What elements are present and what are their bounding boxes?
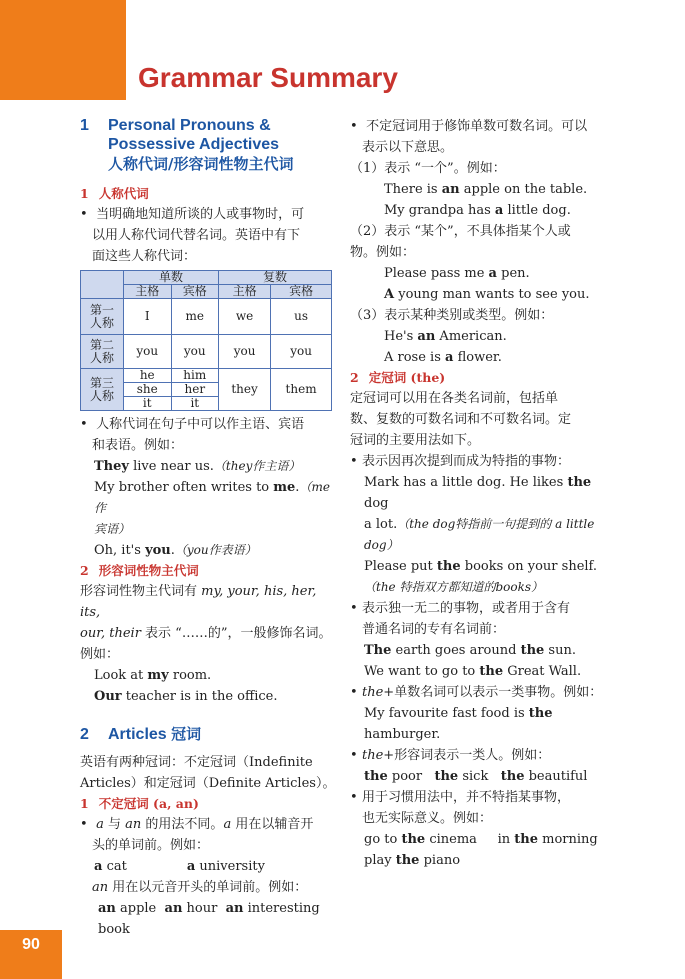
orange-corner-block — [0, 0, 126, 100]
section-1-heading-cn: 人称代词/形容词性物主代词 — [108, 155, 294, 173]
bullet-unique-things: • 表示独一无二的事物，或者用于含有 普通名词的专有名词前： — [350, 598, 612, 640]
example-line: Please put the books on your shelf. （the 特指双方都知道的books） — [364, 559, 598, 594]
table-cell: we — [219, 299, 271, 335]
table-row-label: 第三 人称 — [81, 369, 124, 411]
table-cell: us — [271, 299, 332, 335]
numbered-point-3: （3）表示某种类别或类型。例如： — [350, 308, 554, 323]
bullet-idioms: • 用于习惯用法中，并不特指某事物， 也无实际意义。例如： — [350, 787, 612, 829]
example-line: Look at my room. — [94, 668, 212, 683]
table-corner-cell — [81, 271, 124, 299]
left-column — [80, 116, 338, 940]
table-cell: it — [171, 397, 219, 411]
table-header-cell: 宾格 — [271, 285, 332, 299]
example-line: the poor the sick the beautiful — [364, 769, 588, 784]
numbered-point-2: （2）表示 “某个”，不具体指某个人或 物。例如： — [350, 224, 571, 260]
section-2-heading: 2 Articles 冠词 — [80, 725, 202, 743]
table-row — [81, 369, 332, 383]
bullet-the-adjective: • the+形容词表示一类人。例如： — [350, 745, 612, 766]
example-line: Our teacher is in the office. — [94, 689, 278, 704]
table-cell: you — [219, 335, 271, 369]
table-cell: he — [124, 369, 172, 383]
table-cell: I — [124, 299, 172, 335]
example-line: Oh, it's you.（you作表语） — [94, 543, 257, 558]
bullet-the-singular-noun: • the+单数名词可以表示一类事物。例如： — [350, 682, 612, 703]
table-cell: they — [219, 369, 271, 411]
table-header-cell: 主格 — [124, 285, 172, 299]
table-row — [81, 299, 332, 335]
example-line: an apple an hour an interesting book — [98, 901, 320, 937]
subheading-indefinite-article: 1 不定冠词 (a, an) — [80, 796, 199, 811]
table-header-singular: 单数 — [124, 271, 219, 285]
example-line: He's an American. — [384, 329, 507, 344]
table-header-cell: 主格 — [219, 285, 271, 299]
example-line: go to the cinema in the morning — [364, 832, 598, 847]
example-line: Mark has a little dog. He likes the dog a lot.（the dog特指前一句提到的 a little dog） — [364, 475, 595, 552]
subheading-definite-article: 2 定冠词 (the) — [350, 370, 446, 385]
subheading-personal-pronouns: 1 人称代词 — [80, 186, 149, 201]
table-cell: you — [171, 335, 219, 369]
example-line: There is an apple on the table. — [384, 182, 588, 197]
paragraph-article-intro: 英语有两种冠词：不定冠词（Indefinite Articles）和定冠词（Definite Articles）。 — [80, 755, 336, 791]
example-line: The earth goes around the sun. — [364, 643, 576, 658]
bullet-mentioned-again: • 表示因再次提到而成为特指的事物： — [350, 451, 612, 472]
numbered-point-1: （1）表示 “一个”。例如： — [350, 161, 506, 176]
example-line: My grandpa has a little dog. — [384, 203, 571, 218]
example-line: My favourite fast food is the hamburger. — [364, 706, 553, 742]
paragraph-pronoun-usage: • 人称代词在句子中可以作主语、宾语 和表语。例如： — [80, 414, 338, 456]
example-line: They live near us.（they作主语） — [94, 459, 301, 474]
table-cell: you — [271, 335, 332, 369]
pronoun-table — [80, 270, 332, 411]
paragraph-pronoun-intro: • 当明确地知道所谈的人或事物时，可 以用人称代词代替名词。英语中有下 面这些人称代词： — [80, 204, 338, 267]
table-cell: him — [171, 369, 219, 383]
paragraph-an: an 用在以元音开头的单词前。例如： — [92, 880, 308, 895]
table-cell: it — [124, 397, 172, 411]
example-line: A rose is a flower. — [384, 350, 502, 365]
paragraph-a-an: • a 与 an 的用法不同。a 用在以辅音开 头的单词前。例如： — [80, 814, 338, 856]
table-cell: them — [271, 369, 332, 411]
paragraph-indefinite-usage: • 不定冠词用于修饰单数可数名词。可以 表示以下意思。 — [350, 116, 612, 158]
page-number: 90 — [22, 936, 40, 953]
table-header-cell: 宾格 — [171, 285, 219, 299]
section-1-heading: 1 Personal Pronouns & — [80, 117, 271, 134]
subheading-possessive-adjectives: 2 形容词性物主代词 — [80, 563, 199, 578]
page-title: Grammar Summary — [138, 62, 398, 93]
table-header-plural: 复数 — [219, 271, 332, 285]
example-line: We want to go to the Great Wall. — [364, 664, 582, 679]
right-column — [350, 116, 612, 871]
example-line: My brother often writes to me.（me作 宾语） — [94, 480, 330, 536]
example-line: A young man wants to see you. — [384, 287, 590, 302]
table-cell: her — [171, 383, 219, 397]
table-row-label: 第二 人称 — [81, 335, 124, 369]
table-cell: me — [171, 299, 219, 335]
paragraph-definite-intro: 定冠词可以用在各类名词前，包括单 数、复数的可数名词和不可数名词。定 冠词的主要用法如下。 — [350, 391, 572, 448]
section-1-heading-line2: Possessive Adjectives — [108, 136, 280, 153]
table-row — [81, 335, 332, 369]
example-line: a cat a university — [94, 859, 265, 874]
table-cell: you — [124, 335, 172, 369]
table-cell: she — [124, 383, 172, 397]
table-row-label: 第一 人称 — [81, 299, 124, 335]
example-line: Please pass me a pen. — [384, 266, 530, 281]
example-line: play the piano — [364, 853, 461, 868]
paragraph-possessive: 形容词性物主代词有 my, your, his, her, its, our, their 表示 “……的”，一般修饰名词。 例如： — [80, 584, 332, 662]
